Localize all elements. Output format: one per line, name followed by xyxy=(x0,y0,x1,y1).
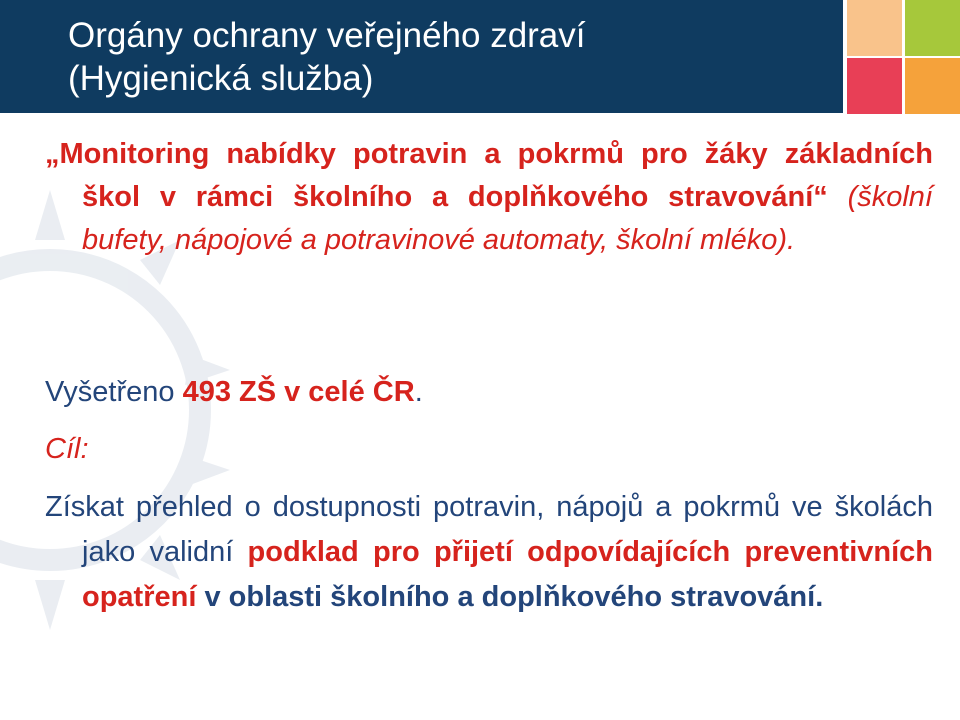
examined-prefix: Vyšetřeno xyxy=(45,376,183,408)
goal-text-part2: v oblasti školního a doplňkového stravování. xyxy=(196,581,824,613)
examined-count: 493 ZŠ v celé ČR xyxy=(182,376,415,408)
examined-line xyxy=(45,371,423,414)
goal-paragraph xyxy=(45,485,933,620)
goal-highlight: podklad pro přijetí odpovídajících preventivních opatření xyxy=(82,536,933,613)
goal-text-part1: Získat přehled o dostupnosti potravin, nápojů a pokrmů ve školách jako validní xyxy=(45,491,933,568)
title-line-1: Orgány ochrany veřejného zdraví xyxy=(68,16,586,55)
examined-suffix: . xyxy=(414,376,423,408)
goal-label: Cíl: xyxy=(45,433,89,465)
title-line-2: (Hygienická služba) xyxy=(68,59,374,98)
monitoring-title: „Monitoring nabídky potravin a pokrmů pro žáky základních škol v rámci školního a doplňkového stravování“ xyxy=(45,138,933,213)
monitoring-detail: (školní bufety, nápojové a potravinové automaty, školní mléko). xyxy=(82,181,933,256)
monitoring-paragraph xyxy=(45,133,933,262)
